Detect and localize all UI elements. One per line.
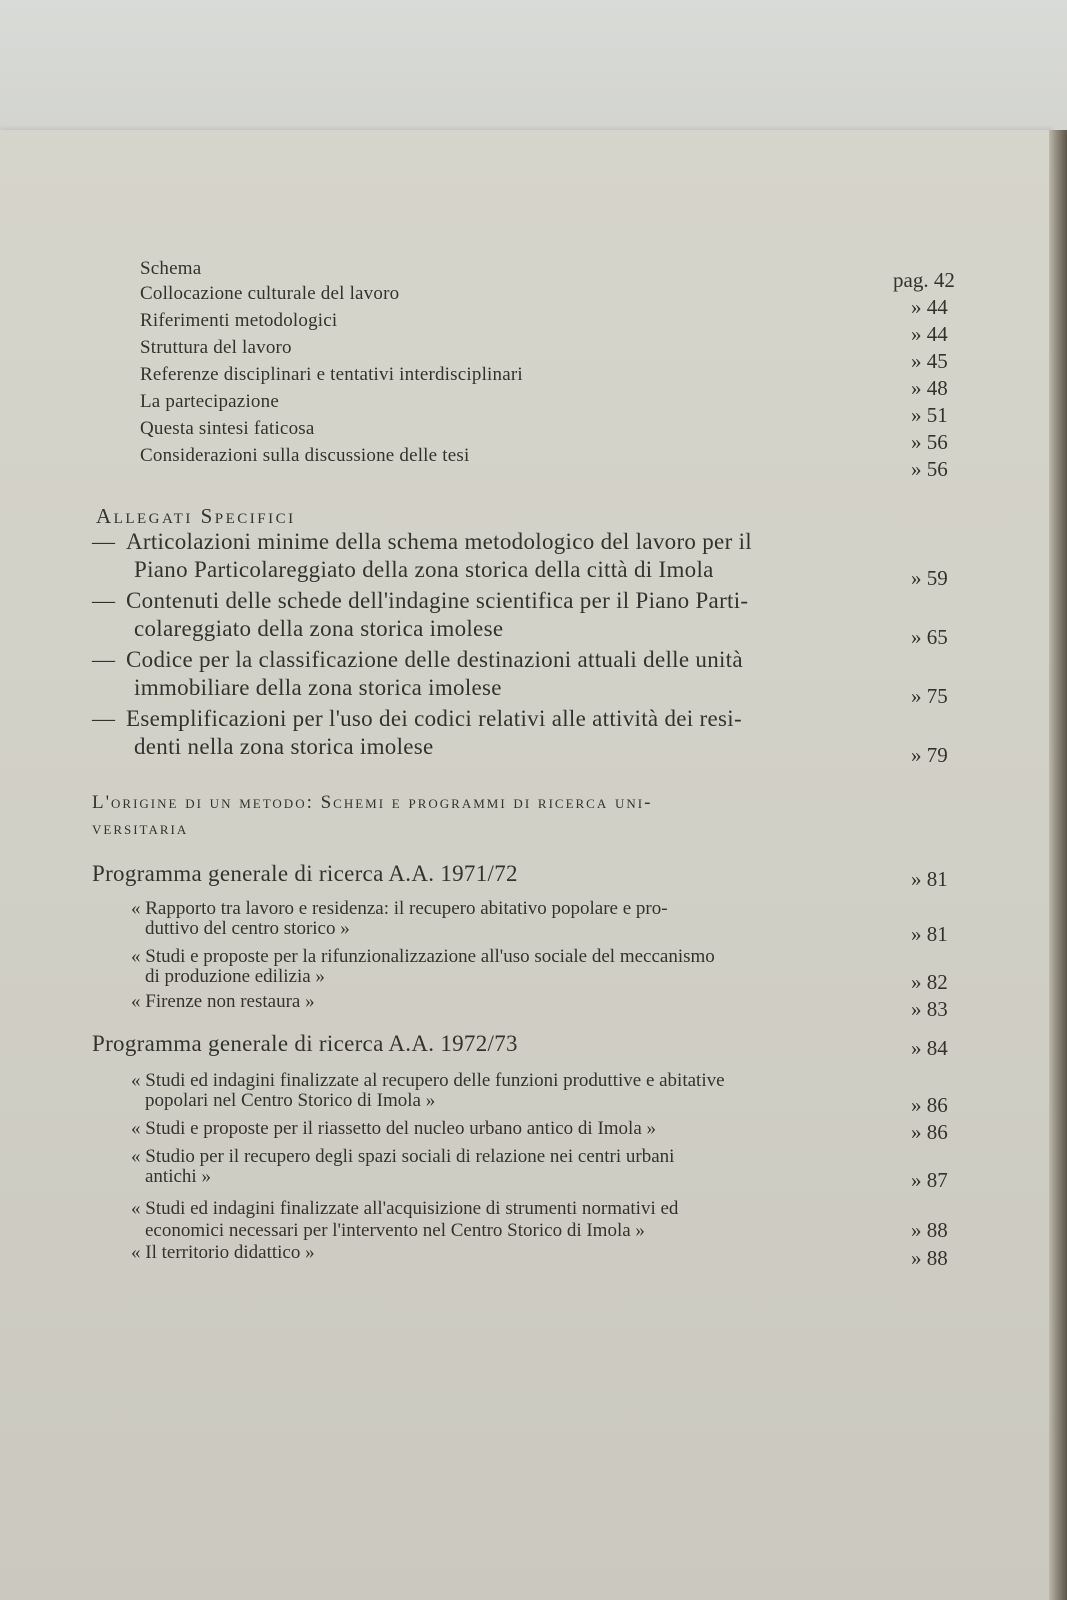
- toc-entry-page: » 56: [911, 430, 948, 454]
- toc-entry-label: Referenze disciplinari e tentativi interdisciplinari: [140, 364, 523, 385]
- allegati-item-line: — Esemplificazioni per l'uso dei codici relativi alle attività dei resi-: [92, 706, 742, 731]
- programma-sub-line: « Studi ed indagini finalizzate al recupero delle funzioni produttive e abitative: [131, 1070, 725, 1091]
- programma-title: Programma generale di ricerca A.A. 1972/73: [92, 1031, 518, 1056]
- toc-entry-label: Riferimenti metodologici: [140, 310, 338, 331]
- toc-entry-label: La partecipazione: [140, 391, 279, 412]
- section-heading-origine-cont: versitaria: [92, 818, 189, 839]
- programma-sub-line: « Rapporto tra lavoro e residenza: il recupero abitativo popolare e pro-: [131, 898, 668, 919]
- allegati-item-line: colareggiato della zona storica imolese: [134, 616, 504, 641]
- toc-entry-label: Collocazione culturale del lavoro: [140, 283, 400, 304]
- programma-sub-line: « Studio per il recupero degli spazi sociali di relazione nei centri urbani: [131, 1146, 675, 1167]
- programma-sub-line: duttivo del centro storico »: [145, 918, 350, 939]
- programma-sub-line: di produzione edilizia »: [145, 966, 325, 987]
- section-heading-allegati: Allegati Specifici: [96, 504, 296, 528]
- allegati-item-line: Piano Particolareggiato della zona storica della città di Imola: [134, 557, 714, 582]
- allegati-item-page: » 65: [911, 625, 948, 649]
- toc-entry-page: pag. 42: [893, 268, 955, 292]
- programma-sub-line: « Firenze non restaura »: [131, 991, 315, 1012]
- toc-entry-page: » 44: [911, 295, 948, 319]
- programma-sub-line: economici necessari per l'intervento nel Centro Storico di Imola »: [145, 1220, 645, 1241]
- programma-sub-page: » 86: [911, 1093, 948, 1117]
- programma-sub-page: » 83: [911, 997, 948, 1021]
- allegati-item-line: denti nella zona storica imolese: [134, 734, 434, 759]
- programma-sub-line: « Il territorio didattico »: [131, 1242, 315, 1263]
- allegati-item-line: — Articolazioni minime della schema metodologico del lavoro per il: [92, 529, 752, 554]
- programma-sub-line: « Studi e proposte per il riassetto del nucleo urbano antico di Imola »: [131, 1118, 657, 1139]
- programma-sub-line: « Studi e proposte per la rifunzionalizzazione all'uso sociale del meccanismo: [131, 946, 715, 967]
- toc-entry-page: » 48: [911, 376, 948, 400]
- programma-page: » 81: [911, 867, 948, 891]
- section-heading-origine: L'origine di un metodo: Schemi e programmi di ricerca uni-: [92, 792, 653, 813]
- programma-sub-page: » 87: [911, 1168, 948, 1192]
- background-above-page: [0, 0, 1067, 140]
- programma-page: » 84: [911, 1036, 948, 1060]
- page-edge-shadow: [1049, 130, 1067, 1600]
- toc-entry-label: Struttura del lavoro: [140, 337, 292, 358]
- allegati-item-line: immobiliare della zona storica imolese: [134, 675, 502, 700]
- allegati-item-line: — Codice per la classificazione delle destinazioni attuali delle unità: [92, 647, 743, 672]
- allegati-item-page: » 79: [911, 743, 948, 767]
- programma-sub-line: « Studi ed indagini finalizzate all'acquisizione di strumenti normativi ed: [131, 1198, 679, 1219]
- programma-sub-line: antichi »: [145, 1166, 211, 1187]
- toc-entry-page: » 56: [911, 457, 948, 481]
- toc-entry-page: » 45: [911, 349, 948, 373]
- allegati-item-page: » 59: [911, 566, 948, 590]
- toc-entry-page: » 51: [911, 403, 948, 427]
- programma-sub-page: » 82: [911, 970, 948, 994]
- programma-sub-page: » 81: [911, 922, 948, 946]
- allegati-item-page: » 75: [911, 684, 948, 708]
- toc-entry-label: Schema: [140, 258, 202, 279]
- programma-title: Programma generale di ricerca A.A. 1971/72: [92, 861, 518, 886]
- allegati-item-line: — Contenuti delle schede dell'indagine scientifica per il Piano Parti-: [92, 588, 749, 613]
- programma-sub-page: » 86: [911, 1120, 948, 1144]
- toc-entry-label: Questa sintesi faticosa: [140, 418, 315, 439]
- programma-sub-page: » 88: [911, 1246, 948, 1270]
- programma-sub-page: » 88: [911, 1218, 948, 1242]
- toc-entry-page: » 44: [911, 322, 948, 346]
- toc-entry-label: Considerazioni sulla discussione delle tesi: [140, 445, 470, 466]
- programma-sub-line: popolari nel Centro Storico di Imola »: [145, 1090, 436, 1111]
